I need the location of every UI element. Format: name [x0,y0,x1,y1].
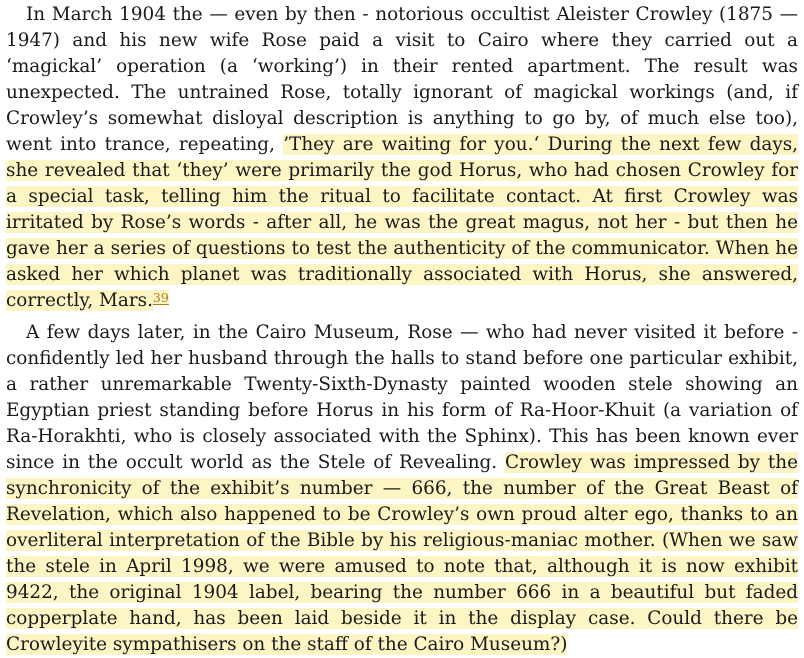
highlighted-passage-exhibit-666[interactable]: Crowley was impressed by the synchronicity of the exhibit’s number — 666, the number of the Great Beast of Revelation, which also happened to be Crowley’s own proud alter ego, thanks to an overliteral interpretation of the Bible by his religious-maniac mother. (When we saw the stele in April 1998, we were amused to note that, although it is now exhibit 9422, the original 1904 label, bearing the number 666 in a beautiful but faded copperplate hand, has been laid beside it in the display case. Could there be Crowleyite sympathisers on the staff of the Cairo Museum?) [6,452,798,655]
paragraph-stele-of-revealing [6,320,798,658]
paragraph-crowley-cairo-1904 [6,2,798,314]
paragraph-2-text: A few days later, in the Cairo Museum, Rose — who had never visited it before - confidently led her husband through the halls to stand before one particular exhibit, a rather unremarkable Twenty-Sixth-Dynasty painted wooden stele showing an Egyptian priest standing before Horus in his form of Ra-Hoor-Khuit (a variation of Ra-Horakhti, who is closely associated with the Sphinx). This has been known ever since in the occult world as the Stele of Revealing. [6,322,798,473]
footnote-link-39[interactable]: 39 [152,290,169,305]
paragraph-1-text: In March 1904 the — even by then - notorious occultist Aleister Crowley (1875 — 1947) and his new wife Rose paid a visit to Cairo where they carried out a ‘magickal’ operation (a ‘working’) in their rented apartment. The result was unexpected. The untrained Rose, totally ignorant of magickal workings (and, if Crowley’s somewhat disloyal description is anything to go by, of much else too), went into trance, repeating, [6,4,798,155]
highlighted-passage-horus[interactable]: ’They are waiting for you.‘ During the next few days, she revealed that ‘they’ were primarily the god Horus, who had chosen Crowley for a special task, telling him the ritual to facilitate contact. At first Crowley was irritated by Rose’s words - after all, he was the great magus, not her - but then he gave her a series of questions to test the authenticity of the communicator. When he asked her which planet was traditionally associated with Horus, she answered, correctly, Mars. [6,134,798,311]
